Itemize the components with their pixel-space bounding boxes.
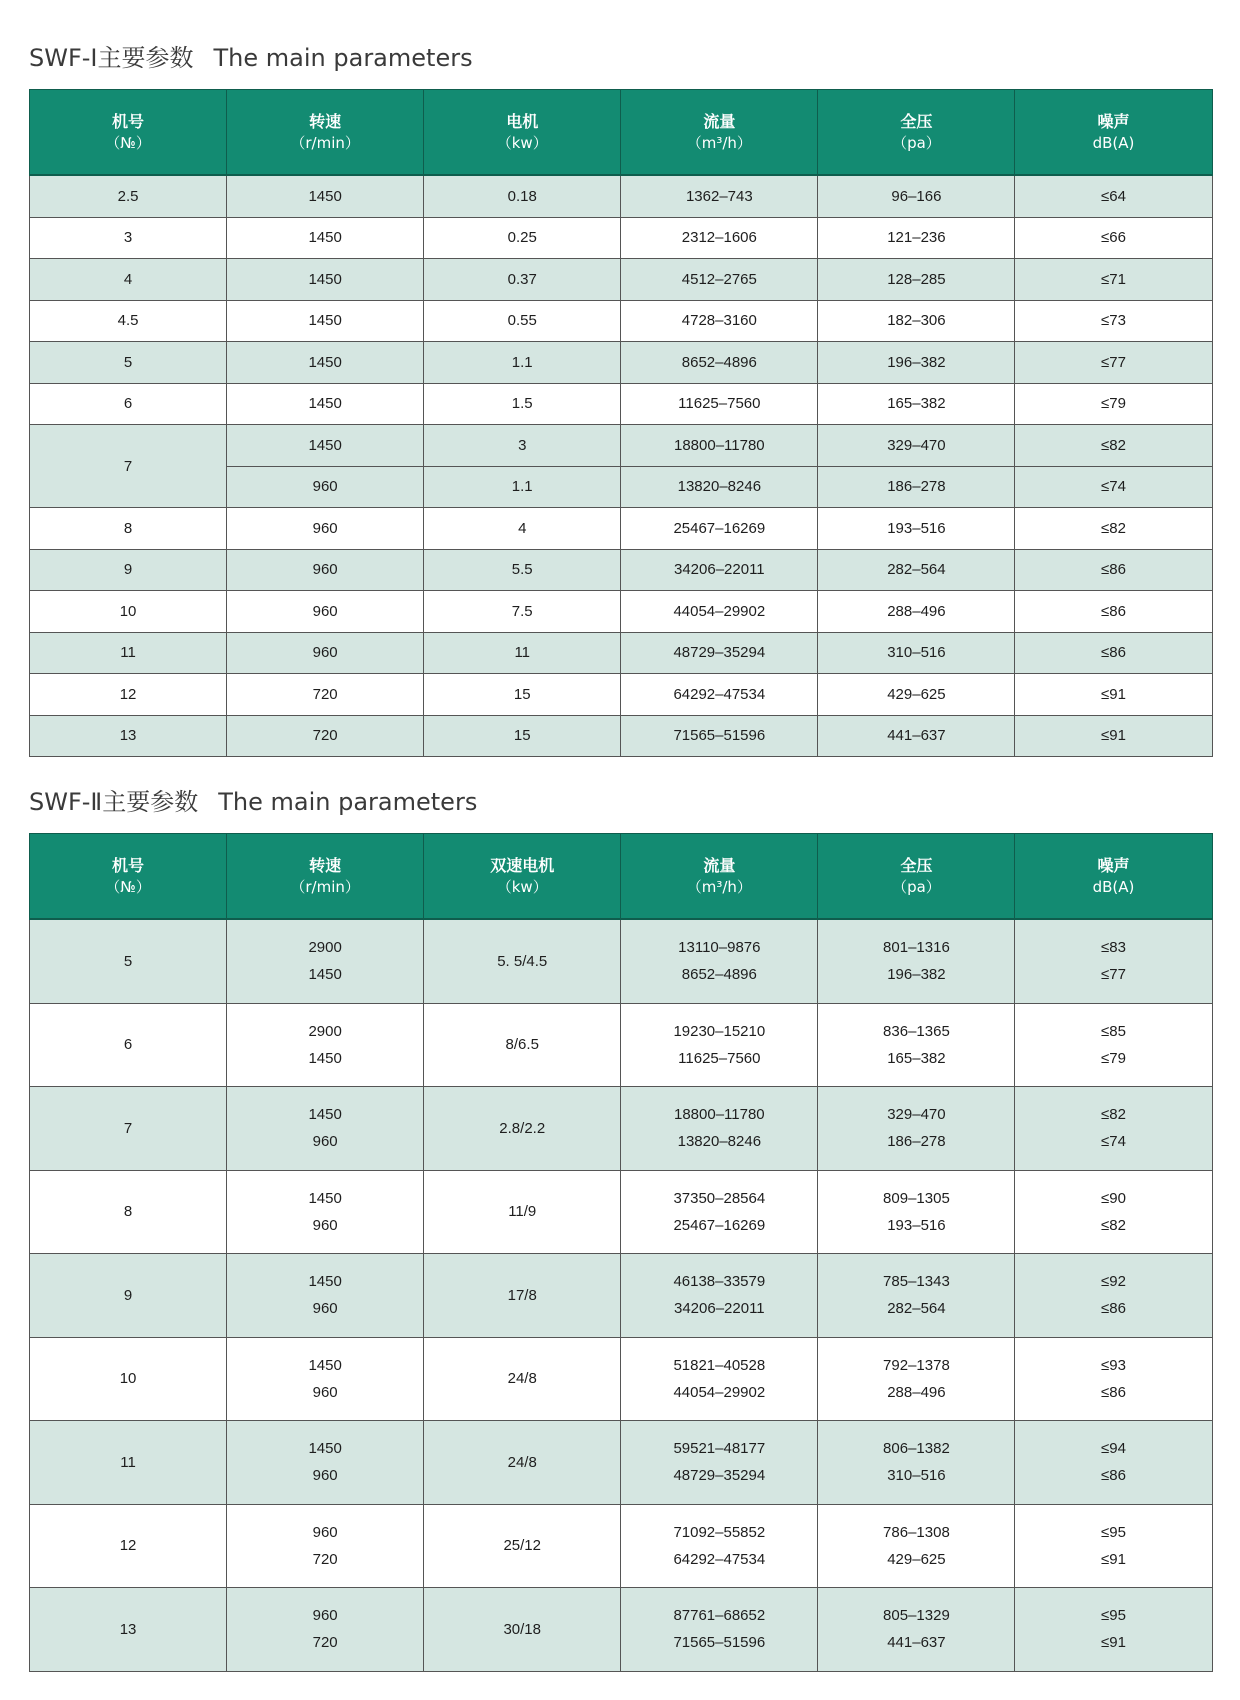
cell-motor: 11/9: [424, 1170, 621, 1254]
cell-flow: 64292–47534: [621, 674, 818, 716]
title-en: The main parameters: [218, 788, 478, 816]
header-motor: 双速电机 （kw）: [424, 834, 621, 920]
cell-speed: 960: [227, 591, 424, 633]
table-row: [30, 342, 1213, 384]
table-row: [30, 425, 1213, 467]
cell-speed: 2900 1450: [227, 919, 424, 1003]
cell-no: 7: [30, 1087, 227, 1171]
cell-noise: ≤73: [1015, 300, 1212, 342]
cell-flow: 18800–11780: [621, 425, 818, 467]
table-row: [30, 1254, 1213, 1338]
cell-noise: ≤71: [1015, 259, 1212, 301]
table-row: [30, 715, 1213, 757]
title-en: The main parameters: [213, 44, 473, 72]
cell-noise: ≤74: [1015, 466, 1212, 508]
cell-no: 9: [30, 1254, 227, 1338]
cell-motor: 24/8: [424, 1421, 621, 1505]
cell-noise: ≤64: [1015, 175, 1212, 217]
params-table-swf2: [29, 833, 1213, 1672]
cell-no: 5: [30, 919, 227, 1003]
table-row: [30, 632, 1213, 674]
cell-motor: 1.1: [424, 466, 621, 508]
cell-speed: 960: [227, 632, 424, 674]
cell-pressure: 329–470: [818, 425, 1015, 467]
cell-pressure: 182–306: [818, 300, 1015, 342]
header-pressure: 全压 （pa）: [818, 90, 1015, 176]
cell-no: 5: [30, 342, 227, 384]
table-row: [30, 674, 1213, 716]
header-noise: 噪声 dB(A): [1015, 90, 1212, 176]
cell-no: 2.5: [30, 175, 227, 217]
cell-flow: 46138–33579 34206–22011: [621, 1254, 818, 1338]
cell-noise: ≤94 ≤86: [1015, 1421, 1212, 1505]
cell-motor: 24/8: [424, 1337, 621, 1421]
cell-motor: 3: [424, 425, 621, 467]
cell-noise: ≤79: [1015, 383, 1212, 425]
cell-pressure: 288–496: [818, 591, 1015, 633]
cell-noise: ≤86: [1015, 549, 1212, 591]
cell-flow: 13110–9876 8652–4896: [621, 919, 818, 1003]
cell-flow: 25467–16269: [621, 508, 818, 550]
cell-motor: 25/12: [424, 1504, 621, 1588]
cell-pressure: 186–278: [818, 466, 1015, 508]
cell-no: 3: [30, 217, 227, 259]
cell-flow: 34206–22011: [621, 549, 818, 591]
table-row: [30, 217, 1213, 259]
cell-pressure: 836–1365 165–382: [818, 1003, 1015, 1087]
cell-pressure: 329–470 186–278: [818, 1087, 1015, 1171]
cell-no: 4: [30, 259, 227, 301]
cell-motor: 0.37: [424, 259, 621, 301]
cell-pressure: 805–1329 441–637: [818, 1588, 1015, 1672]
cell-speed: 1450 960: [227, 1421, 424, 1505]
cell-flow: 11625–7560: [621, 383, 818, 425]
cell-speed: 1450: [227, 425, 424, 467]
cell-speed: 1450 960: [227, 1087, 424, 1171]
cell-motor: 17/8: [424, 1254, 621, 1338]
cell-pressure: 165–382: [818, 383, 1015, 425]
cell-noise: ≤95 ≤91: [1015, 1588, 1212, 1672]
table-row: [30, 508, 1213, 550]
cell-flow: 44054–29902: [621, 591, 818, 633]
cell-noise: ≤85 ≤79: [1015, 1003, 1212, 1087]
cell-noise: ≤66: [1015, 217, 1212, 259]
cell-motor: 8/6.5: [424, 1003, 621, 1087]
cell-no: 10: [30, 591, 227, 633]
cell-motor: 30/18: [424, 1588, 621, 1672]
cell-no: 4.5: [30, 300, 227, 342]
cell-noise: ≤77: [1015, 342, 1212, 384]
cell-noise: ≤93 ≤86: [1015, 1337, 1212, 1421]
table-row: [30, 259, 1213, 301]
header-pressure: 全压 （pa）: [818, 834, 1015, 920]
cell-pressure: 282–564: [818, 549, 1015, 591]
cell-no: 8: [30, 1170, 227, 1254]
cell-noise: ≤95 ≤91: [1015, 1504, 1212, 1588]
table-row: [30, 1337, 1213, 1421]
table-row: [30, 1504, 1213, 1588]
cell-flow: 37350–28564 25467–16269: [621, 1170, 818, 1254]
cell-flow: 51821–40528 44054–29902: [621, 1337, 818, 1421]
cell-no: 10: [30, 1337, 227, 1421]
cell-no: 12: [30, 1504, 227, 1588]
cell-pressure: 128–285: [818, 259, 1015, 301]
cell-flow: 1362–743: [621, 175, 818, 217]
cell-pressure: 196–382: [818, 342, 1015, 384]
header-flow: 流量 （m³/h）: [621, 90, 818, 176]
cell-speed: 960: [227, 508, 424, 550]
table-row: [30, 175, 1213, 217]
cell-speed: 1450: [227, 342, 424, 384]
cell-pressure: 121–236: [818, 217, 1015, 259]
cell-flow: 13820–8246: [621, 466, 818, 508]
cell-speed: 720: [227, 674, 424, 716]
cell-motor: 1.5: [424, 383, 621, 425]
cell-motor: 0.25: [424, 217, 621, 259]
header-motor: 电机 （kw）: [424, 90, 621, 176]
title-cn: SWF-Ⅰ主要参数: [29, 44, 194, 72]
cell-flow: 71565–51596: [621, 715, 818, 757]
cell-pressure: 193–516: [818, 508, 1015, 550]
cell-motor: 4: [424, 508, 621, 550]
cell-pressure: 785–1343 282–564: [818, 1254, 1015, 1338]
params-table-swf1: [29, 89, 1213, 757]
cell-no: 13: [30, 715, 227, 757]
cell-noise: ≤92 ≤86: [1015, 1254, 1212, 1338]
cell-pressure: 792–1378 288–496: [818, 1337, 1015, 1421]
table-row: [30, 549, 1213, 591]
cell-noise: ≤91: [1015, 715, 1212, 757]
cell-flow: 2312–1606: [621, 217, 818, 259]
cell-pressure: 786–1308 429–625: [818, 1504, 1015, 1588]
cell-no: 9: [30, 549, 227, 591]
cell-flow: 18800–11780 13820–8246: [621, 1087, 818, 1171]
cell-speed: 1450: [227, 217, 424, 259]
cell-motor: 1.1: [424, 342, 621, 384]
cell-no: 8: [30, 508, 227, 550]
header-noise: 噪声 dB(A): [1015, 834, 1212, 920]
cell-flow: 4728–3160: [621, 300, 818, 342]
cell-flow: 71092–55852 64292–47534: [621, 1504, 818, 1588]
cell-flow: 4512–2765: [621, 259, 818, 301]
table-row: [30, 300, 1213, 342]
header-flow: 流量 （m³/h）: [621, 834, 818, 920]
table-row: [30, 919, 1213, 1003]
cell-motor: 5. 5/4.5: [424, 919, 621, 1003]
table-row: [30, 1421, 1213, 1505]
cell-pressure: 96–166: [818, 175, 1015, 217]
cell-pressure: 806–1382 310–516: [818, 1421, 1015, 1505]
cell-pressure: 801–1316 196–382: [818, 919, 1015, 1003]
header-row: [30, 90, 1213, 176]
cell-speed: 960 720: [227, 1588, 424, 1672]
table-row: [30, 1588, 1213, 1672]
table-row: [30, 383, 1213, 425]
cell-pressure: 310–516: [818, 632, 1015, 674]
cell-motor: 0.18: [424, 175, 621, 217]
table-row: [30, 1003, 1213, 1087]
cell-speed: 1450 960: [227, 1337, 424, 1421]
cell-speed: 1450 960: [227, 1254, 424, 1338]
cell-speed: 1450: [227, 300, 424, 342]
cell-no: 11: [30, 632, 227, 674]
cell-flow: 8652–4896: [621, 342, 818, 384]
header-speed: 转速 （r/min）: [227, 90, 424, 176]
cell-pressure: 809–1305 193–516: [818, 1170, 1015, 1254]
cell-pressure: 429–625: [818, 674, 1015, 716]
cell-speed: 960: [227, 549, 424, 591]
cell-motor: 11: [424, 632, 621, 674]
cell-pressure: 441–637: [818, 715, 1015, 757]
cell-no: 12: [30, 674, 227, 716]
table-row: [30, 1087, 1213, 1171]
cell-noise: ≤82: [1015, 508, 1212, 550]
cell-speed: 720: [227, 715, 424, 757]
section-title-swf1: [29, 38, 473, 73]
cell-motor: 7.5: [424, 591, 621, 633]
cell-motor: 0.55: [424, 300, 621, 342]
title-cn: SWF-Ⅱ主要参数: [29, 788, 199, 816]
section-title-swf2: [29, 782, 477, 817]
cell-motor: 2.8/2.2: [424, 1087, 621, 1171]
cell-speed: 2900 1450: [227, 1003, 424, 1087]
cell-flow: 59521–48177 48729–35294: [621, 1421, 818, 1505]
cell-no: 11: [30, 1421, 227, 1505]
header-speed: 转速 （r/min）: [227, 834, 424, 920]
cell-noise: ≤82: [1015, 425, 1212, 467]
cell-no: 13: [30, 1588, 227, 1672]
cell-noise: ≤82 ≤74: [1015, 1087, 1212, 1171]
cell-no: 6: [30, 1003, 227, 1087]
table-row: [30, 591, 1213, 633]
cell-flow: 48729–35294: [621, 632, 818, 674]
cell-noise: ≤86: [1015, 632, 1212, 674]
cell-flow: 19230–15210 11625–7560: [621, 1003, 818, 1087]
cell-speed: 1450 960: [227, 1170, 424, 1254]
cell-speed: 960: [227, 466, 424, 508]
cell-no: 7: [30, 425, 227, 508]
cell-motor: 15: [424, 715, 621, 757]
cell-speed: 1450: [227, 383, 424, 425]
cell-noise: ≤83 ≤77: [1015, 919, 1212, 1003]
cell-flow: 87761–68652 71565–51596: [621, 1588, 818, 1672]
cell-speed: 960 720: [227, 1504, 424, 1588]
header-no: 机号 （№）: [30, 834, 227, 920]
header-row: [30, 834, 1213, 920]
cell-motor: 15: [424, 674, 621, 716]
cell-no: 6: [30, 383, 227, 425]
cell-motor: 5.5: [424, 549, 621, 591]
cell-noise: ≤91: [1015, 674, 1212, 716]
cell-noise: ≤86: [1015, 591, 1212, 633]
cell-speed: 1450: [227, 259, 424, 301]
table-row: [30, 1170, 1213, 1254]
header-no: 机号 （№）: [30, 90, 227, 176]
cell-noise: ≤90 ≤82: [1015, 1170, 1212, 1254]
cell-speed: 1450: [227, 175, 424, 217]
